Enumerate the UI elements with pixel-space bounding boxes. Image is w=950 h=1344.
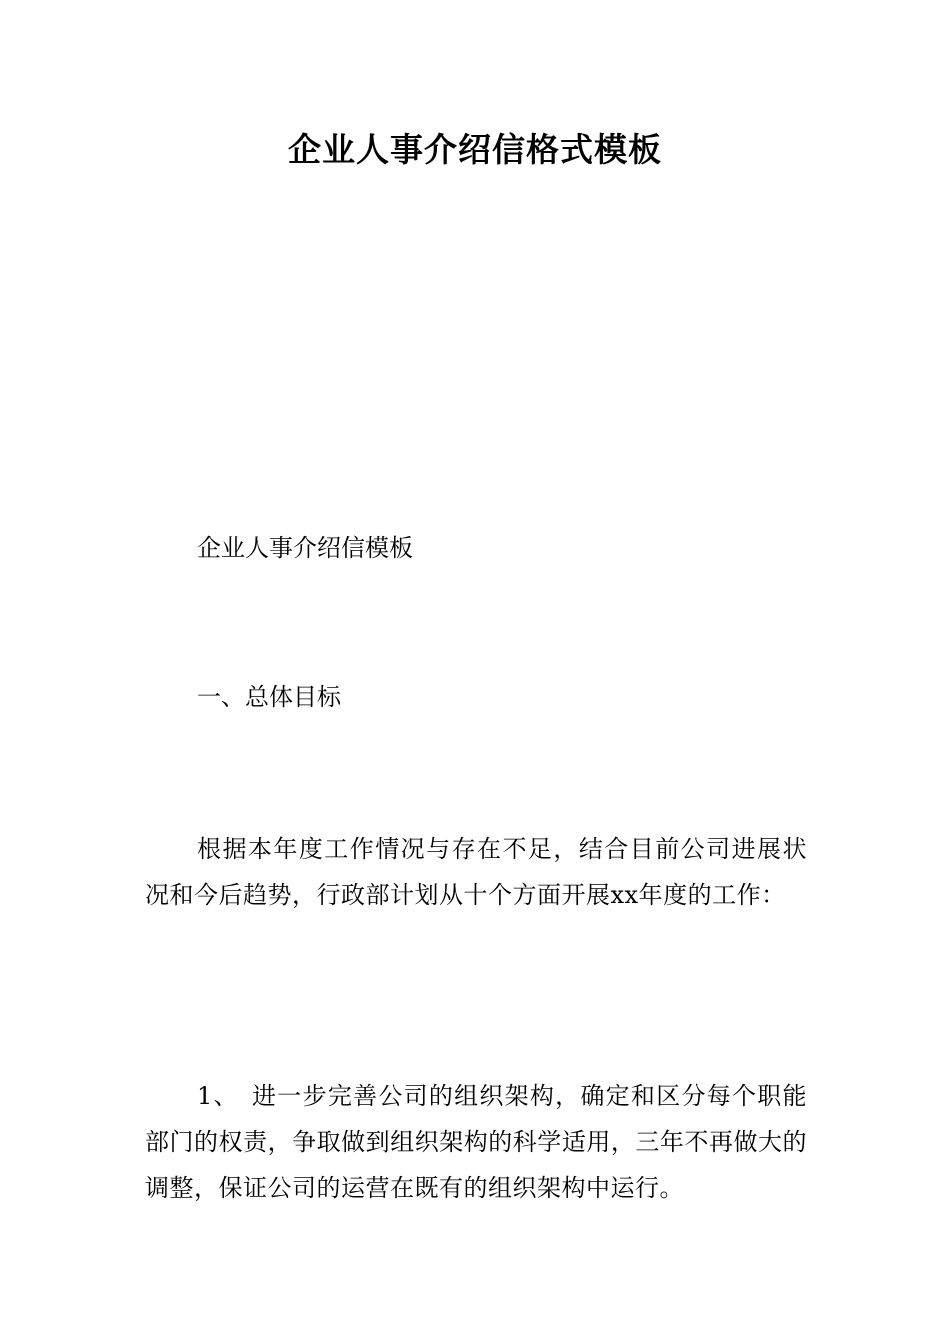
document-subtitle: 企业人事介绍信模板 (197, 534, 413, 562)
page-title: 企业人事介绍信格式模板 (288, 130, 662, 169)
body-paragraph: 根据本年度工作情况与存在不足，结合目前公司进展状况和今后趋势，行政部计划从十个方面开展xx年度的工作： (145, 835, 807, 909)
body-paragraph: 1、 进一步完善公司的组织架构，确定和区分每个职能部门的权责，争取做到组织架构的科学适用，三年不再做大的调整，保证公司的运营在既有的组织架构中运行。 (145, 1082, 807, 1202)
section-heading: 一、总体目标 (197, 683, 341, 711)
